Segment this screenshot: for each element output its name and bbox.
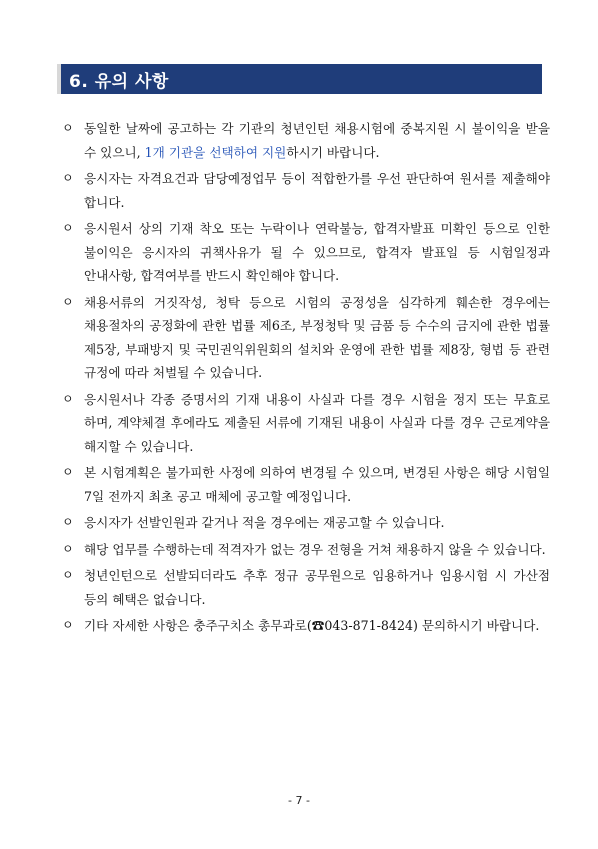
- note-highlight: 1개 기관을 선택하여 지원: [144, 144, 287, 160]
- note-text: 응시자가 선발인원과 같거나 적을 경우에는 재공고할 수 있습니다.: [84, 515, 445, 530]
- bullet-icon: ㅇ: [62, 391, 74, 406]
- section-header: [57, 64, 542, 94]
- note-text: 응시자는 자격요건과 담당예정업무 등이 적합한가를 우선 판단하여 원서를 제출해야 합니다.: [84, 171, 550, 210]
- section-title: 6. 유의 사항: [69, 71, 169, 92]
- bullet-icon: ㅇ: [62, 171, 74, 185]
- list-item: [62, 461, 550, 508]
- bullet-icon: ㅇ: [62, 221, 74, 235]
- list-item: [62, 614, 550, 638]
- list-item: [62, 388, 550, 459]
- page-number: - 7 -: [288, 794, 310, 807]
- note-text: 채용서류의 거짓작성, 청탁 등으로 시험의 공정성을 심각하게 훼손한 경우에는 채용절차의 공정화에 관한 법률 제6조, 부정청탁 및 금품 등 수수의 금지에 관한 법률 제5장, 부패방지 및 국민권익위원회의 설치와 운영에 관한 법률 제8장, 형법 등 관련 규정에 따라 처벌될 수 있습니다.: [84, 294, 550, 380]
- note-text: 본 시험계획은 불가피한 사정에 의하여 변경될 수 있으며, 변경된 사항은 해당 시험일 7일 전까지 최초 공고 매체에 공고할 예정입니다.: [84, 465, 550, 504]
- bullet-icon: ㅇ: [62, 618, 74, 632]
- note-text-pre: 동일한 날짜에 공고하는 각 기관의 청년인턴 채용시험에 중복지원 시 불이익을 받을 수 있으니,: [84, 121, 550, 160]
- note-text: [84, 117, 550, 164]
- bullet-icon: ㅇ: [62, 568, 74, 582]
- note-text: 기타 자세한 사항은 충주구치소 총무과로(☎043-871-8424) 문의하시기 바랍니다.: [84, 618, 540, 633]
- list-item: [62, 117, 550, 164]
- bullet-icon: ㅇ: [62, 121, 74, 135]
- bullet-icon: ㅇ: [62, 515, 74, 529]
- list-item: [62, 217, 550, 288]
- list-item: [62, 564, 550, 611]
- note-text-post: 하시기 바랍니다.: [286, 144, 380, 160]
- bullet-icon: ㅇ: [62, 541, 74, 556]
- list-item: [62, 538, 550, 562]
- bullet-icon: ㅇ: [62, 465, 74, 479]
- note-text: 응시원서나 각종 증명서의 기재 내용이 사실과 다를 경우 시험을 정지 또는 무효로 하며, 계약체결 후에라도 제출된 서류에 기재된 내용이 사실과 다를 경우 근로계약을 해지할 수 있습니다.: [84, 391, 550, 454]
- list-item: [62, 291, 550, 385]
- list-item: [62, 167, 550, 214]
- notes-list: [62, 117, 550, 641]
- bullet-icon: ㅇ: [62, 294, 74, 309]
- note-text: 해당 업무를 수행하는데 적격자가 없는 경우 전형을 거쳐 채용하지 않을 수 있습니다.: [84, 541, 546, 557]
- note-text: 청년인턴으로 선발되더라도 추후 정규 공무원으로 임용하거나 임용시험 시 가산점 등의 혜택은 없습니다.: [84, 568, 550, 607]
- list-item: [62, 511, 550, 535]
- note-text: 응시원서 상의 기재 착오 또는 누락이나 연락불능, 합격자발표 미확인 등으로 인한 불이익은 응시자의 귀책사유가 될 수 있으므로, 합격자 발표일 등 시험일정과 안내사항, 합격여부를 반드시 확인해야 합니다.: [84, 221, 550, 283]
